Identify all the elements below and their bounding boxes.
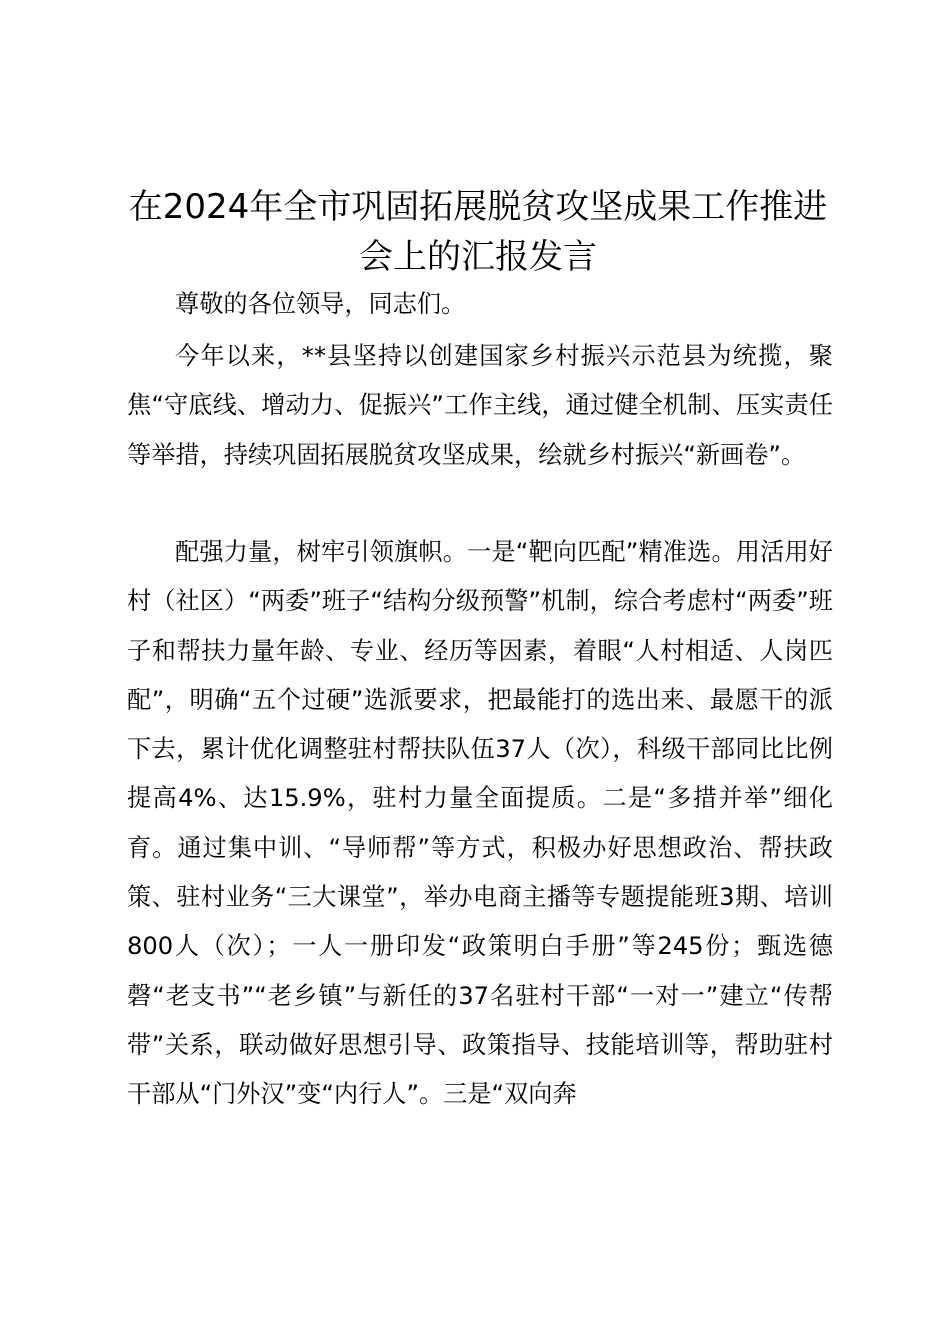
document-title: 在2024年全市巩固拓展脱贫攻坚成果工作推进会上的汇报发言 — [128, 187, 828, 277]
salutation: 尊敬的各位领导，同志们。 — [175, 290, 466, 318]
paragraph-staffing: 配强力量，树牢引领旗帜。一是“靶向匹配”精准选。用活用好村（社区）“两委”班子“结构分级预警”机制，综合考虑村“两委”班子和帮扶力量年龄、专业、经历等因素，着眼“人村相适、人岗匹配”，明确“五个过硬”选派要求，把最能打的选出来、最愿干的派下去，累计优化调整驻村帮扶队伍37人（次），科级干部同比比例提高4%、达15.9%，驻村力量全面提质。二是“多措并举”细化育。通过集中训、“导师帮”等方式，积极办好思想政治、帮扶政策、驻村业务“三大课堂”，举办电商主播等专题提能班3期、培训800人（次）；一人一册印发“政策明白手册”等245份；甄选德磬“老支书”“老乡镇”与新任的37名驻村干部“一对一”建立“传帮带”关系，联动做好思想引导、政策指导、技能培训等，帮助驻村干部从“门外汉”变“内行人”。三是“双向奔 — [127, 538, 833, 1109]
paragraph-intro: 今年以来，**县坚持以创建国家乡村振兴示范县为统揽，聚焦“守底线、增动力、促振兴”工作主线，通过健全机制、压实责任等举措，持续巩固拓展脱贫攻坚成果，绘就乡村振兴“新画卷”。 — [127, 342, 833, 469]
